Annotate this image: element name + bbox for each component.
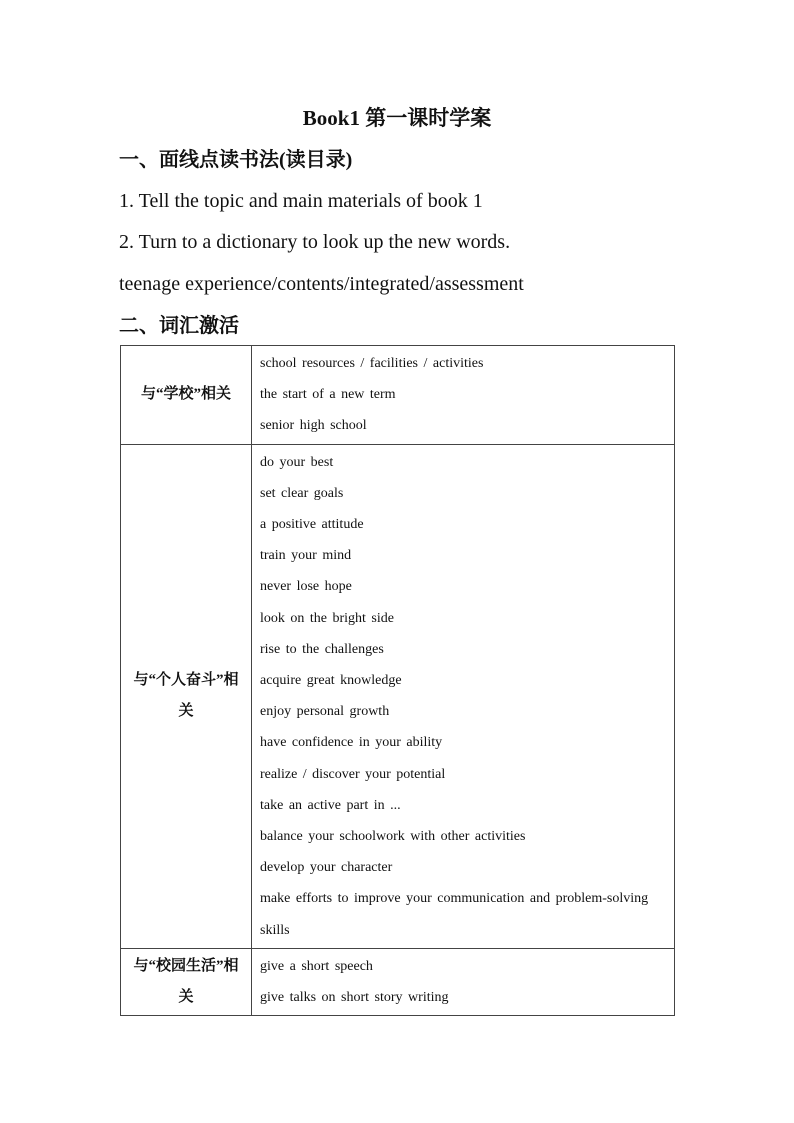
category-cell: 与“个人奋斗”相关 [121, 444, 252, 948]
list-item: do your best [260, 454, 334, 470]
section2-heading: 二、词汇激活 [119, 315, 239, 337]
table-row-campus-life [121, 948, 675, 1015]
items-cell [252, 346, 675, 445]
table-row-personal-struggle [121, 444, 675, 948]
table-row-school [121, 346, 675, 445]
list-item: develop your character [260, 860, 393, 876]
list-item: realize / discover your potential [260, 766, 446, 782]
point-2: 2. Turn to a dictionary to look up the new words. [119, 231, 511, 253]
list-item: look on the bright side [260, 610, 394, 626]
list-item: give talks on short story writing [260, 990, 449, 1006]
new-words-line: teenage experience/contents/integrated/assessment [119, 273, 524, 295]
vocabulary-table [120, 345, 675, 1016]
list-item: enjoy personal growth [260, 704, 390, 720]
items-cell [252, 444, 675, 948]
list-item: set clear goals [260, 485, 344, 501]
list-item: take an active part in ... [260, 797, 401, 813]
list-item: balance your schoolwork with other activities [260, 829, 526, 845]
list-item: a positive attitude [260, 517, 364, 533]
list-item: train your mind [260, 548, 352, 564]
point-1: 1. Tell the topic and main materials of book 1 [119, 190, 483, 212]
category-cell: 与“学校”相关 [121, 346, 252, 445]
list-item: give a short speech [260, 958, 373, 974]
list-item: the start of a new term [260, 387, 396, 403]
list-item: acquire great knowledge [260, 673, 402, 689]
list-item: rise to the challenges [260, 641, 384, 657]
list-item: never lose hope [260, 579, 352, 595]
category-cell: 与“校园生活”相关 [121, 948, 252, 1015]
list-item: have confidence in your ability [260, 735, 443, 751]
section1-heading: 一、面线点读书法(读目录) [119, 149, 353, 171]
list-item: school resources / facilities / activities [260, 356, 484, 371]
items-cell [252, 948, 675, 1015]
page-title: Book1 第一课时学案 [302, 106, 492, 130]
list-item: senior high school [260, 418, 367, 434]
list-item: make efforts to improve your communication and problem-solving skills [260, 891, 649, 938]
